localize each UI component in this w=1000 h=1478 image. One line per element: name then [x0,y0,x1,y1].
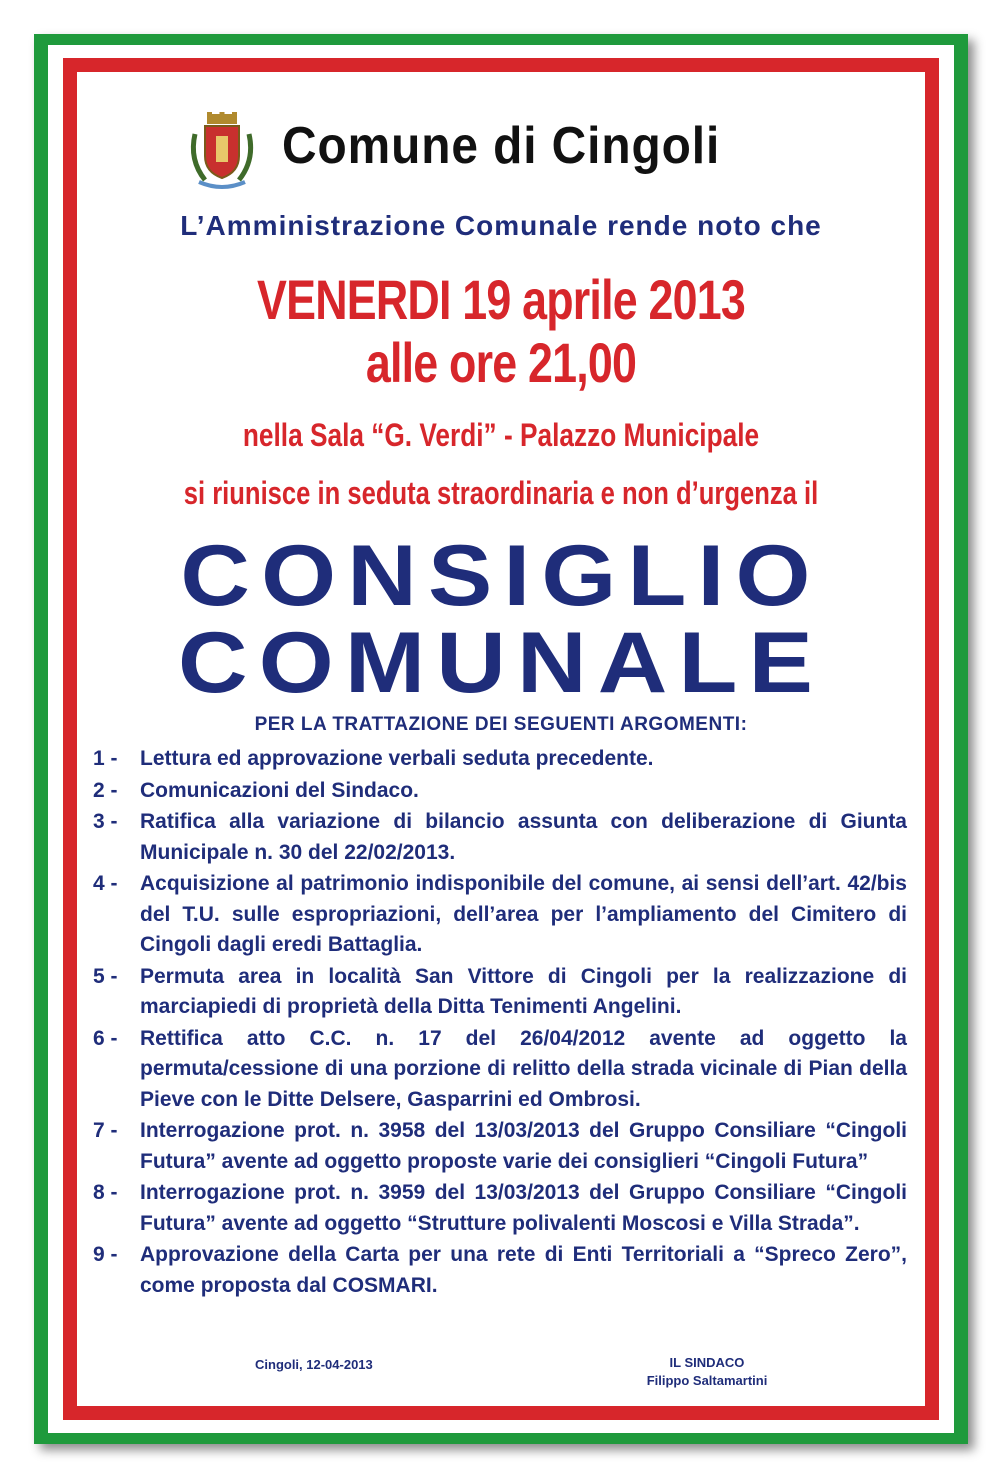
agenda-item [93,807,907,868]
agenda-title: PER LA TRATTAZIONE DEI SEGUENTI ARGOMENTI: [254,714,748,735]
coat-of-arms-icon [185,112,259,192]
agenda-item-text: Permuta area in località San Vittore di Cingoli per la realizzazione di marciapiedi di proprietà della Ditta Tenimenti Angelini. [140,964,907,1018]
meeting-time: alle ore 21,00 [365,331,637,394]
agenda-list [93,744,907,1302]
meeting-venue: nella Sala “G. Verdi” - Palazzo Municipale [242,417,760,453]
agenda-item-number: 6 - [93,1026,118,1050]
agenda-item [93,1240,907,1301]
signature-name: Filippo Saltamartini [646,1373,768,1388]
agenda-item-number: 3 - [93,810,118,833]
agenda-item-text: Lettura ed approvazione verbali seduta precedente. [140,747,654,770]
announcement-intro: L’Amministrazione Comunale rende noto che [180,210,822,241]
agenda-item-number: 5 - [93,964,118,988]
signature-block [617,1354,797,1390]
agenda-item-number: 2 - [93,778,118,802]
agenda-item [93,869,907,961]
agenda-item-number: 7 - [93,1119,118,1142]
agenda-item-text: Interrogazione prot. n. 3958 del 13/03/2013 del Gruppo Consiliare “Cingoli Futura” avente ad oggetto proposte varie dei consiglieri “Cingoli Futura” [140,1119,907,1173]
poster-header [77,112,925,192]
agenda-item-text: Approvazione della Carta per una rete di Enti Territoriali a “Spreco Zero”, come proposta dal COSMARI. [140,1243,907,1297]
signature-title: IL SINDACO [669,1355,745,1370]
council-title-line2: COMUNALE [177,615,825,711]
agenda-item [93,1178,907,1239]
agenda-item [93,1024,907,1116]
meeting-type: si riunisce in seduta straordinaria e non d’urgenza il [183,475,819,511]
agenda-item [93,776,907,807]
place-and-date: Cingoli, 12-04-2013 [255,1357,373,1372]
meeting-date: VENERDI 19 aprile 2013 [257,268,745,331]
poster-body [77,72,925,1406]
agenda-item-text: Acquisizione al patrimonio indisponibile del comune, ai sensi dell’art. 42/bis del T.U. sulle espropriazioni, dell’area per l’ampliamento del Cimitero di Cingoli dagli eredi Battaglia. [140,872,907,956]
agenda-item-text: Interrogazione prot. n. 3959 del 13/03/2013 del Gruppo Consiliare “Cingoli Futura” avente ad oggetto “Strutture polivalenti Moscosi e Villa Strada”. [140,1181,907,1235]
agenda-item-number: 9 - [93,1243,118,1266]
agenda-item-text: Ratifica alla variazione di bilancio assunta con deliberazione di Giunta Municipale n. 30 del 22/02/2013. [140,810,907,864]
agenda-item [93,744,907,775]
town-name: Comune di Cingoli [282,117,721,175]
council-title-line1: CONSIGLIO [180,528,822,624]
agenda-item-number: 1 - [93,747,118,770]
agenda-item [93,962,907,1023]
agenda-item-text: Rettifica atto C.C. n. 17 del 26/04/2012 avente ad oggetto la permuta/cessione di una porzione di relitto della strada vicinale di Pian della Pieve con le Ditte Delsere, Gasparrini ed Ombrosi. [140,1026,907,1111]
agenda-item-number: 8 - [93,1181,118,1204]
agenda-item-text: Comunicazioni del Sindaco. [140,778,419,802]
agenda-item-number: 4 - [93,872,118,895]
agenda-item [93,1116,907,1177]
